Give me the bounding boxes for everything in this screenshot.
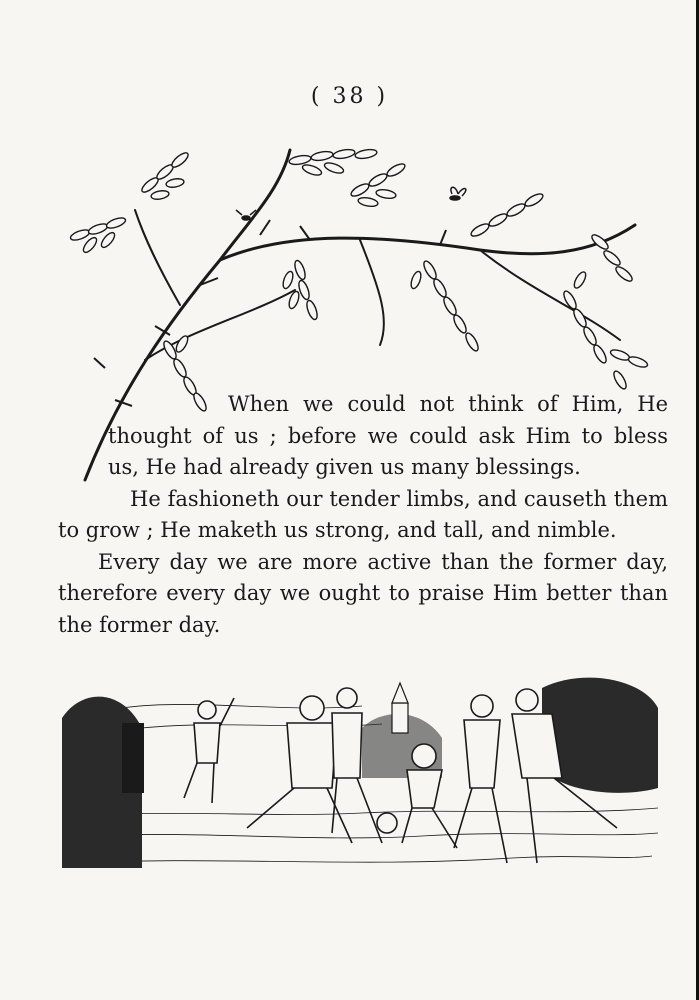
paragraph-1-line-2: thought of us ; before we could ask Him to bless <box>108 423 668 448</box>
boys-playing-engraving <box>62 668 658 880</box>
body-text <box>58 389 668 641</box>
paragraph-1-line-3: us, He had already given us many blessings. <box>108 455 581 479</box>
paragraph-1-line-1: When we could not think of Him, He <box>228 392 668 416</box>
page-number: ( 38 ) <box>310 84 389 109</box>
paragraph-2: He fashioneth our tender limbs, and causeth them to grow ; He maketh us strong, and tall, and nimble. <box>58 486 668 542</box>
paragraph-3: Every day we are more active than the former day, therefore every day we ought to praise Him better than the former day. <box>58 549 668 637</box>
